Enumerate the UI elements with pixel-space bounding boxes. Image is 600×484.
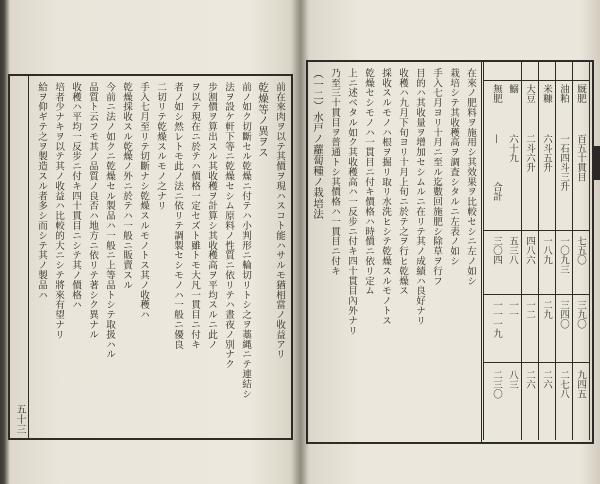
sub-value: 五三八	[507, 236, 518, 265]
fertilizer-total: 一一	[507, 300, 518, 319]
margin-rule	[28, 76, 29, 438]
text-column: 上ニ述ベタル如ク其收穫高ハ一反步ニ付キ四十貫目內外ナリ	[346, 68, 357, 336]
text-column: 乾燥採收スル乾燥ノ外ニ於テハ一般ニ販賣スル	[121, 82, 132, 290]
right-text-frame	[306, 60, 594, 444]
text-column: 手入七月ヨリ十月ニ至ル迄數回施肥シ除草ヲ行フ	[431, 68, 442, 286]
sub-value: 一〇九三	[558, 236, 569, 274]
text-column: 前ノ如ク切斷セル乾燥ニ付テハ小判形ニ輪切リトシ之ヲ藁縄ニテ連結シ	[240, 82, 251, 399]
table-column	[555, 62, 573, 440]
binding-tab	[592, 146, 600, 180]
text-column: 培者少ナキヲ以テ其ノ收益ハ比較的大ニシテ將來有望ナリ	[53, 82, 64, 340]
right-page	[304, 0, 600, 484]
text-column: 收穫ハ九月下旬ヨリ十月上旬ニ於テ之ヲ行ヒ乾燥ス	[397, 68, 408, 296]
left-text-frame	[8, 74, 293, 440]
section-heading: （一二）水戸ノ蘿蔔種ノ栽培法	[312, 68, 324, 220]
text-column: 步割價ヲ算出スル其收穫ヲ計算シ其收穫高ヲ平均スルニ此ノ	[206, 82, 217, 350]
amount: 百五十貫目	[575, 134, 586, 182]
row-label: 鰯	[507, 84, 518, 94]
table-column	[504, 62, 522, 440]
folio-number: 五十三	[14, 404, 25, 434]
text-column: 栽培シテ其收穫高ヲ調査シタルニ左表ノ如シ	[448, 68, 459, 266]
amount: 六斗五升	[541, 134, 552, 172]
left-page	[8, 0, 296, 484]
row-label: 油粕	[558, 84, 569, 103]
text-column: 今前ニ法ノ如クニ乾燥セル製品ハ一般ニ上等品トシテ取扱ハル	[104, 82, 115, 360]
last-value: 二三〇	[491, 370, 502, 399]
amount: —	[491, 134, 502, 144]
sub-value: 一八九	[541, 236, 552, 265]
yield-table	[483, 62, 590, 440]
text-column: 採收スルモノハ根ヲ掘リ取リ水洗ヒシテ乾燥スルモノトス	[380, 68, 391, 326]
amount: 一石四斗三升	[558, 134, 569, 191]
table-column	[488, 62, 505, 440]
amount: 二斗六升	[524, 134, 535, 172]
text-column: 乾燥セシモノハ一貫目ニ付キ價格ハ時價ニ依リ定ム	[363, 68, 374, 296]
last-value: 二六	[524, 370, 535, 389]
text-column: 前在來肉ヲ以テ其價ヲ現ハスコト能ハサルモ猶相當ノ收益アリ	[274, 82, 285, 360]
fertilizer-total: 三九〇	[575, 300, 586, 329]
fertilizer-total: 三四〇	[558, 300, 569, 329]
text-column: 法ヲ設ケ軒下等ニ乾燥セシム原料ノ性質ニ依リテハ晝夜ノ別ナク	[223, 82, 234, 370]
row-label: 大豆	[524, 84, 535, 103]
table-column	[572, 62, 590, 440]
text-column: 品質ト云フモ其ノ品質ノ良否ハ地方ニ依リテ著シク異ナル	[87, 82, 98, 340]
fertilizer-total: 二九	[541, 300, 552, 319]
table-divider	[481, 62, 482, 442]
last-value: 九四五	[575, 370, 586, 399]
sub-value: 四八六	[524, 236, 535, 265]
table-column	[538, 62, 556, 440]
text-column: 乾燥等ノ異ヲス	[257, 82, 269, 158]
text-column: 手入七月至リテ切斷ナシ乾燥スルモノトス其ノ收穫ハ	[138, 82, 149, 320]
text-column: ヲ以テ現在ニ於テハ價格一定セズト雖トモ大凡一貫目ニ付キ	[189, 82, 200, 350]
row-label: 米糠	[541, 84, 552, 103]
amount: 六十九	[507, 134, 518, 163]
table-column	[521, 62, 539, 440]
text-column: 收穫ハ平均一反步ニ付キ四十貫目ニシテ其ノ價格ハ	[70, 82, 81, 310]
last-value: 八三	[507, 370, 518, 389]
text-column: 目的ハ其收量ヲ增加セシムルニ在リテ其ノ成績ハ良好ナリ	[414, 68, 425, 326]
text-column: 給ヲ仰ギテ之ヲ製造スル者多シ而シテ其ノ製品ハ	[36, 82, 47, 300]
book-gutter	[290, 0, 310, 484]
last-value: 二六	[541, 370, 552, 389]
table-header-word: 合計	[491, 182, 502, 201]
row-label: 厩肥	[575, 84, 586, 103]
fertilizer-total: 一二	[524, 300, 535, 319]
last-value: 二七八	[558, 370, 569, 399]
sub-value: 三〇四	[491, 236, 502, 265]
fertilizer-total: 一一一九	[491, 300, 502, 338]
text-column: 二切リテ乾燥スルモノ之ナリ	[155, 82, 166, 211]
sub-value: 七五〇	[575, 236, 586, 265]
text-column: 者ノ如シ然レトモ此ノ法ニ依リテ調製セシモノハ一般ニ優良	[172, 82, 183, 350]
row-label: 無肥	[491, 84, 502, 103]
text-column: 在來ノ肥料ヲ施用シ其效果ヲ比較セシニ左ノ如シ	[465, 68, 476, 286]
text-column: 乃至三十貫目ヲ普通トシ其價格ハ一貫目ニ付キ	[329, 68, 340, 276]
